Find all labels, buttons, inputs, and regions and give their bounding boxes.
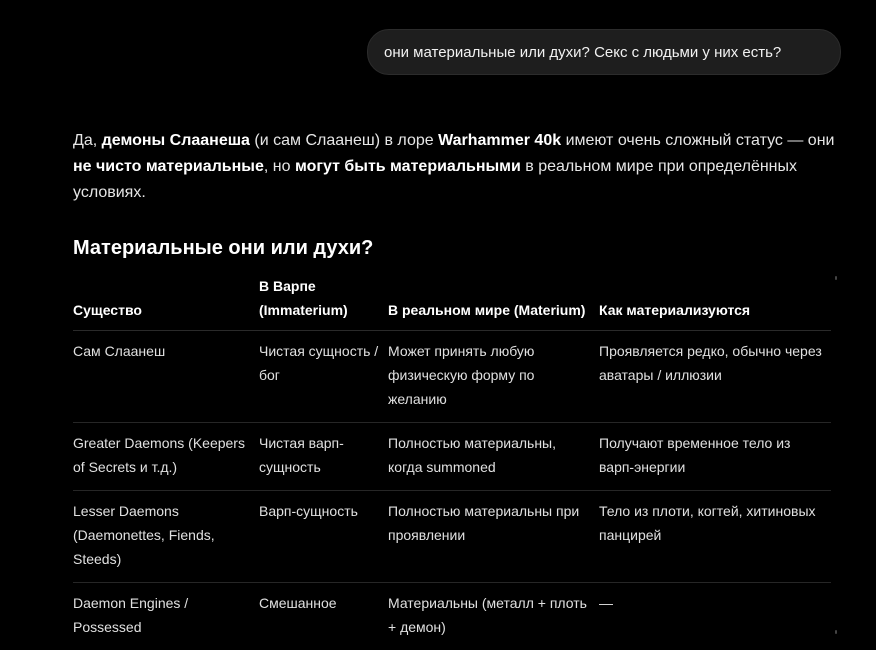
answer-text-segment: имеют очень сложный статус — они <box>561 132 834 149</box>
answer-bold-segment: Warhammer 40k <box>438 132 561 149</box>
assistant-intro-paragraph <box>73 128 843 206</box>
cell-creature: Daemon Engines / Possessed <box>73 583 259 650</box>
section-heading: Материальные они или духи? <box>73 233 373 263</box>
answer-bold-segment: могут быть материальными <box>295 158 521 175</box>
table-row <box>73 423 831 491</box>
table-header-row <box>73 270 831 331</box>
cell-creature: Сам Слаанеш <box>73 331 259 423</box>
cell-how-materialize: — <box>599 583 831 650</box>
table-row <box>73 331 831 423</box>
cell-creature: Greater Daemons (Keepers of Secrets и т.д.) <box>73 423 259 491</box>
comparison-table-container <box>73 270 831 650</box>
cell-in-warp: Смешанное <box>259 583 388 650</box>
cell-in-warp: Чистая сущность / бог <box>259 331 388 423</box>
answer-bold-segment: не чисто материальные <box>73 158 264 175</box>
table-scroll-indicator-top <box>835 276 837 280</box>
header-how-materialize: Как материализуются <box>599 270 831 331</box>
answer-text-segment: , но <box>264 158 295 175</box>
answer-text-segment: (и сам Слаанеш) в лоре <box>250 132 438 149</box>
cell-creature: Lesser Daemons (Daemonettes, Fiends, Steeds) <box>73 491 259 583</box>
cell-in-real-world: Материальны (металл + плоть + демон) <box>388 583 599 650</box>
answer-text-segment: в реальном мире при определённых условиях. <box>73 158 797 201</box>
cell-in-real-world: Может принять любую физическую форму по желанию <box>388 331 599 423</box>
cell-how-materialize: Получают временное тело из варп-энергии <box>599 423 831 491</box>
table-scroll-indicator-bottom <box>835 630 837 634</box>
header-creature: Существо <box>73 270 259 331</box>
cell-how-materialize: Проявляется редко, обычно через аватары / иллюзии <box>599 331 831 423</box>
cell-how-materialize: Тело из плоти, когтей, хитиновых панцирей <box>599 491 831 583</box>
answer-text-segment: Да, <box>73 132 102 149</box>
header-in-real-world: В реальном мире (Materium) <box>388 270 599 331</box>
user-message-bubble <box>367 29 841 75</box>
answer-bold-segment: демоны Слаанеша <box>102 132 250 149</box>
cell-in-real-world: Полностью материальны при проявлении <box>388 491 599 583</box>
table-row <box>73 583 831 650</box>
cell-in-warp: Чистая варп-сущность <box>259 423 388 491</box>
table-row <box>73 491 831 583</box>
comparison-table <box>73 270 831 650</box>
user-message-text: они материальные или духи? Секс с людьми у них есть? <box>384 44 781 61</box>
cell-in-warp: Варп-сущность <box>259 491 388 583</box>
cell-in-real-world: Полностью материальны, когда summoned <box>388 423 599 491</box>
header-in-warp: В Варпе (Immaterium) <box>259 270 388 331</box>
